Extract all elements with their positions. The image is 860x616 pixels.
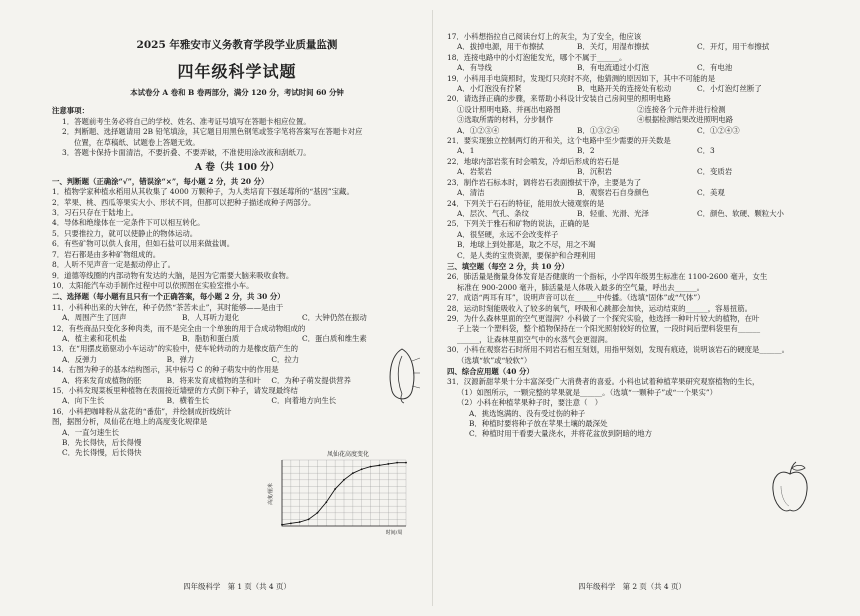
data-point [405, 462, 407, 464]
option: C．变质岩 [697, 167, 733, 177]
option: A．1 [457, 146, 475, 156]
question-with-figure [52, 344, 422, 406]
step: ①设计照明电路、并画出电路图 [457, 104, 561, 114]
section-a-title: A 卷（共 100 分） [194, 162, 280, 174]
question: 21．要实现独立控制两灯的开和关，这个电路中至少需要的开关数是 [447, 136, 671, 146]
chart-ylabel: 高度/厘米 [268, 483, 274, 505]
notice-item: 3．答题卡保持卡面清洁，不要折叠、不要弄破，不准使用涂改液和刮纸刀。 [62, 148, 311, 158]
option: A．挑选饱满的、没有受过伤的种子 [469, 408, 586, 418]
question-cont: 标准在 900-2000 毫升，肺活量是人体吸入最多的空气量，呼出去______。 [457, 282, 705, 292]
option: B．先长得快，后长得慢 [62, 438, 142, 447]
notice-heading: 注意事项： [52, 106, 89, 116]
question: 13．在“用摆皮筋驱动小车运动”的实验中，使车轮转动的力是橡皮筋产生的 [52, 344, 299, 354]
question: 17．小科想指拉自己阅读台灯上的灰尘，为了安全，他应该 [447, 32, 642, 41]
option: C．颜色、软硬、颗粒大小 [697, 208, 784, 218]
option: B．①③②④ [577, 125, 620, 135]
data-point [290, 522, 292, 524]
question: 6．有些矿物可以供人食用，但如石盐可以用来做盐调。 [52, 239, 235, 249]
question: 15．小科发现菜板里种植物在表面接近墙壁的方式倒下种子，请发现最终结 [52, 385, 298, 395]
paper-note: 本试卷分 A 卷和 B 卷两部分，满分 120 分，考试时间 60 分钟 [130, 88, 344, 97]
option: A．拔掉电源，用干布擦拭 [457, 42, 544, 52]
growth-chart-svg [266, 448, 416, 536]
data-point [396, 462, 398, 464]
question: 8．人听不见声音一定是振动停止了。 [52, 260, 175, 270]
question: 5．只要推拉力，就可以使静止的物体运动。 [52, 228, 198, 238]
option: C．美观 [697, 188, 725, 198]
option: C．先长得慢，后长得快 [62, 448, 142, 458]
question: 16．小科把咖啡粉从盆花的“番茄”，并绘制成折线统计 [52, 406, 232, 416]
option: A．向下生长 [62, 396, 105, 406]
option: A．小灯泡没有拧紧 [457, 84, 522, 94]
question: 24．下列关于石石的特征，能用放大镜观察的是 [447, 198, 605, 208]
section-heading-choice: 二、选择题（每小题有且只有一个正确答案，每小题 2 分，共 30 分） [52, 292, 285, 302]
section-heading-apply: 四、综合应用题（40 分） [447, 367, 534, 376]
option: C．为种子萌发提供营养 [271, 375, 351, 385]
options [52, 396, 376, 406]
option: B．人耳听力退化 [182, 313, 240, 323]
options [52, 376, 376, 386]
question: 30．小科在观察岩石时所用不同岩石相互刻划，用指甲刻划，发现有痕迹，说明该岩石的硬度是______。 [447, 345, 789, 355]
option: C．蛋白质和维生素 [302, 333, 367, 343]
option: B．轻重、光滑、光泽 [577, 208, 649, 218]
option: B．2 [577, 146, 595, 156]
seed-diagram-icon [382, 346, 422, 406]
option: C．大钟仍然在振动 [302, 313, 367, 323]
option: C．种植时用干看要大量浇水，并将花盆放到阴暗的地方 [469, 429, 653, 439]
question: 27．成语“两耳有耳”，说明声音可以在______中传播。（选填“固体”或“气体”） [447, 293, 705, 303]
option: A．很坚硬，永远不会改变样子 [457, 229, 559, 239]
option: A．植主素和花机盐 [62, 333, 127, 343]
option: A．①②③④ [457, 125, 500, 135]
right-page [447, 0, 817, 616]
options [447, 84, 817, 94]
options [447, 167, 817, 177]
options [447, 146, 817, 156]
page-divider [432, 10, 433, 606]
sub-question: （2）小科在种植苹果种子时，要注意（ ） [457, 398, 603, 408]
question: 22．地球内部岩浆有时会喷发，冷却后形成的岩石是 [447, 156, 620, 166]
question: 图，据图分析，凤仙花在地上的高度变化规律是 [52, 417, 208, 427]
question: 14．右图为种子的基本结构图示，其中标号 C 的种子萌发中的作用是 [52, 365, 279, 375]
options [447, 188, 817, 198]
notice-item: 1．答题前考生务必将自己的学校、姓名、准考证号填写在答题卡相应位置。 [62, 116, 311, 126]
option: A．岩浆岩 [457, 167, 492, 177]
page-footer: 四年级科学 第 2 页（共 4 页） [578, 581, 686, 591]
question: 4．导体和绝缘体在一定条件下可以相互转化。 [52, 218, 205, 228]
question: 23．制作岩石标本时，调将岩石表面擦拭干净，主要是为了 [447, 177, 642, 187]
sub-question: （1）如图所示，一颗完整的苹果就是______。（选填“一颗种子”或“一个果实”） [457, 387, 718, 397]
option: A．反弹力 [62, 354, 97, 364]
options [447, 209, 817, 219]
option: B．脂肪和蛋白质 [182, 333, 240, 343]
option: C．是人类的宝贵资源，要保护和合理利用 [457, 250, 596, 260]
option: A．清洁 [457, 188, 485, 198]
section-heading-fill: 三、填空题（每空 2 分，共 10 分） [447, 261, 569, 271]
question: 29．为什么森林里面的空气更湿润？小科做了一个探究实验，他选择一种叶片较大的植物，在叶 [447, 313, 760, 323]
data-point [325, 501, 327, 503]
option: A．有导线 [457, 63, 492, 73]
data-point [343, 479, 345, 481]
question: 20．请选择正确的步骤，来帮助小科设计安装自己房间里的照明电路 [447, 94, 671, 104]
question: 12．有些商品只变化多种肉类，而不是完全由一个单独的用于合成动物组成的 [52, 323, 306, 333]
options [447, 126, 817, 136]
question-cont: （选填“软”或“较软”） [457, 355, 532, 365]
option: C．向着地方向生长 [271, 396, 337, 406]
page-footer: 四年级科学 第 1 页（共 4 页） [183, 581, 291, 591]
question: 1．植物学家种植水稻用从其收集了 4000 万颗种子，为人类培育下强延莓所的“基因”宝藏。 [52, 187, 354, 197]
chart-grid [282, 460, 406, 526]
options [447, 42, 817, 52]
exam-title: 2025 年雅安市义务教育学段学业质量监测 [136, 39, 338, 51]
option: B．关灯，用湿布擦拭 [577, 42, 649, 52]
option: C．开灯，用干布擦拭 [697, 42, 770, 52]
options [52, 313, 422, 323]
question: 7．岩石都是由多种矿物组成的。 [52, 249, 161, 259]
question: 9．道德等线圈的内部动物有发达的大脑，是因为它需要大脑来吸收食物。 [52, 270, 294, 280]
option: B．有电流通过小灯泡 [577, 63, 649, 73]
growth-chart [266, 448, 416, 536]
question: 25．下列关于雅石和矿物的说法，正确的是 [447, 219, 590, 229]
option: B．地球上到处都是，取之不尽，用之不竭 [457, 240, 596, 250]
data-point [281, 524, 283, 526]
steps [447, 115, 817, 125]
option: B．将来发育成植物的茎和叶 [166, 375, 261, 385]
data-point [352, 472, 354, 474]
question: 26．肺活量是衡量身体发育是否健康的一个指标，小学四年级男生标准在 1100-2600 毫升，女生 [447, 272, 768, 282]
data-point [308, 519, 310, 521]
data-point [361, 468, 363, 470]
question: 3．习石只存在于陆地上。 [52, 208, 139, 218]
chart-xlabel: 时间/周 [385, 530, 403, 536]
step: ④根据检测结果改进照明电路 [637, 115, 734, 125]
option: B．弹力 [166, 354, 195, 364]
question-cont: 子上装一个塑料袋，整个植物保持在一个阳光照射较好的位置，一段时间后塑料袋里有______ [457, 324, 761, 334]
paper-title: 四年级科学试题 [177, 62, 297, 81]
option: B．观察岩石自身颜色 [577, 188, 649, 198]
data-point [299, 521, 301, 523]
option: C．拉力 [271, 354, 300, 364]
question: 10．太阳能汽车动手制作过程中可以依照图在实验室推小车。 [52, 280, 254, 290]
option: A．将来发育成植物的胚 [62, 375, 142, 385]
option: B．电路开关的连接处有松动 [577, 84, 672, 94]
data-point [387, 463, 389, 465]
notice-item: 位置，在草稿纸、试题卷上答题无效。 [74, 137, 200, 147]
steps [447, 105, 817, 115]
question: 18．连接电路中的小灯泡能发光，哪个不属于______。 [447, 52, 627, 62]
step: ②连接各个元件并进行检测 [637, 104, 726, 114]
option: B．种植时要将种子放在苹果土壤的最深处 [469, 419, 608, 429]
options [52, 334, 422, 344]
options [447, 63, 817, 73]
option: C．3 [697, 146, 715, 156]
option: B．沉积岩 [577, 167, 612, 177]
option: B．横着生长 [166, 396, 210, 406]
chart-title: 凤仙花高度变化 [326, 451, 370, 458]
question: 19．小科用手电筒照时，发现灯只亮时不亮，他猜测的原因如下，其中不可能的是 [447, 73, 716, 83]
question: 28．运动时刻能吸收入了较多的氧气，呼吸和心跳都会加快，运动结束的______，容易扭筋。 [447, 303, 753, 313]
question: 2．苹果、桃、西瓜等果实大小、形状不同，但都可以把种子描述成种子两部分。 [52, 197, 316, 207]
option: A．一直匀速生长 [62, 427, 120, 437]
section-heading-judge: 一、判断题（正确涂“√”，错误涂“×”，每小题 2 分，共 20 分） [52, 176, 269, 186]
question-cont: ______，让森林里面空气中的水蒸气会更湿润。 [457, 334, 613, 344]
step: ③选取所需的材料，分步制作 [457, 115, 554, 125]
option: C．有电池 [697, 63, 733, 73]
apple-icon [769, 460, 811, 520]
option: C．①②④③ [697, 125, 740, 135]
question: 31．汉源新甜苹果十分丰富深受广大消费者的喜爱。小科也试着种植苹果研究观察植物的生长， [447, 377, 760, 387]
option: A．层次、气孔、条纹 [457, 208, 529, 218]
data-point [379, 464, 381, 466]
options [52, 355, 376, 365]
data-point [317, 512, 319, 514]
option: A．周围产生了回声 [62, 313, 127, 323]
data-point [334, 488, 336, 490]
left-page [52, 0, 422, 616]
data-point [370, 466, 372, 468]
question: 11．小科种出来的大钟在，种子仍然“茶苦未止”，其时能够——是由于 [52, 302, 284, 312]
notice-item: 2．判断题、选择题请用 2B 铅笔填涂，其它题目用黑色钢笔或签字笔将答案写在答题卡对应 [62, 127, 363, 137]
option: C．小灯泡灯丝断了 [697, 84, 762, 94]
